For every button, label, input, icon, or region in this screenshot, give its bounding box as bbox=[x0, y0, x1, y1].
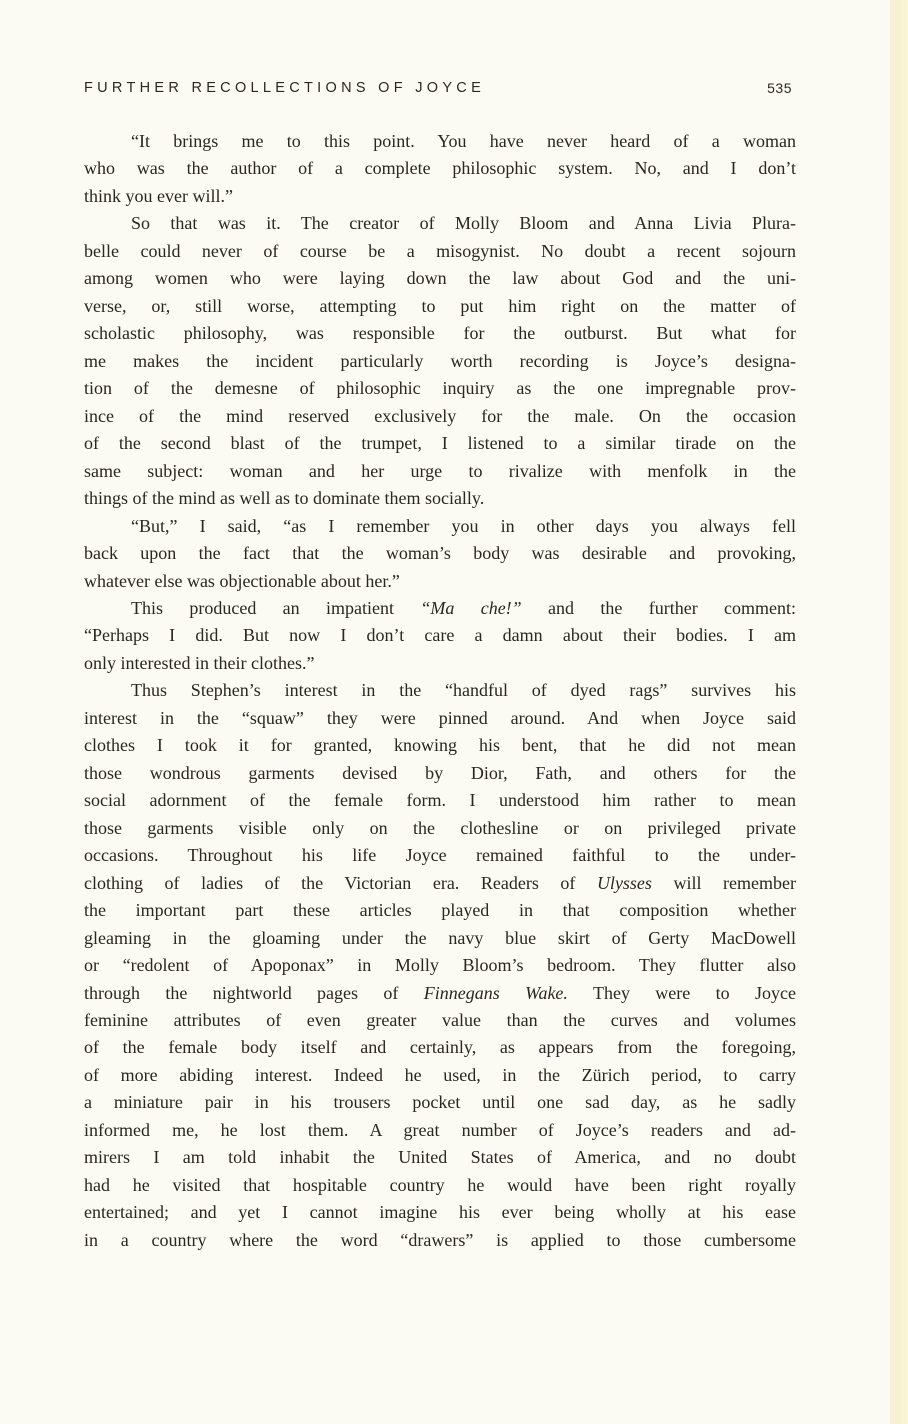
text-segment: through the nightworld pages of bbox=[84, 982, 399, 1003]
page-header bbox=[84, 80, 794, 102]
text-line: entertained; and yet I cannot imagine his ever being wholly at his ease bbox=[84, 1202, 796, 1223]
body-text bbox=[84, 128, 796, 1254]
text-line: “But,” I said, “as I remember you in other days you always fell bbox=[131, 515, 796, 536]
text-line: those garments visible only on the clothesline or on privileged private bbox=[84, 817, 796, 838]
text-line: in a country where the word “drawers” is applied to those cumbersome bbox=[84, 1229, 796, 1250]
italic-title-finnegans-wake: Finnegans Wake. bbox=[423, 982, 568, 1003]
text-segment: clothing of ladies of the Victorian era. Readers of bbox=[84, 872, 576, 893]
text-line: “Perhaps I did. But now I don’t care a damn about their bodies. I am bbox=[84, 625, 796, 646]
text-line: occasions. Throughout his life Joyce remained faithful to the under- bbox=[84, 845, 796, 866]
text-line: clothes I took it for granted, knowing his bent, that he did not mean bbox=[84, 735, 796, 756]
text-line: gleaming in the gloaming under the navy blue skirt of Gerty MacDowell bbox=[84, 927, 796, 948]
text-line: belle could never of course be a misogynist. No doubt a recent sojourn bbox=[84, 240, 796, 261]
text-line: had he visited that hospitable country he would have been right royally bbox=[84, 1174, 796, 1195]
text-line: interest in the “squaw” they were pinned around. And when Joyce said bbox=[84, 707, 796, 728]
text-line: or “redolent of Apoponax” in Molly Bloom’s bedroom. They flutter also bbox=[84, 955, 796, 976]
text-line: whatever else was objectionable about her.” bbox=[84, 570, 400, 591]
italic-title-ulysses: Ulysses bbox=[596, 872, 652, 893]
text-line bbox=[84, 980, 796, 1007]
text-line: of the female body itself and certainly, as appears from the foregoing, bbox=[84, 1037, 796, 1058]
text-line: Thus Stephen’s interest in the “handful of dyed rags” survives his bbox=[131, 680, 796, 701]
text-line: social adornment of the female form. I understood him rather to mean bbox=[84, 790, 796, 811]
text-line: among women who were laying down the law about God and the uni- bbox=[84, 268, 796, 289]
text-line: scholastic philosophy, was responsible for the outburst. But what for bbox=[84, 323, 796, 344]
text-line: only interested in their clothes.” bbox=[84, 652, 315, 673]
text-line: verse, or, still worse, attempting to put him right on the matter of bbox=[84, 295, 796, 316]
text-line bbox=[84, 870, 796, 897]
text-line bbox=[84, 595, 796, 622]
text-line: “It brings me to this point. You have never heard of a woman bbox=[131, 131, 796, 151]
text-segment: will remember bbox=[673, 872, 797, 893]
text-segment: This produced an impatient bbox=[131, 597, 394, 618]
text-line: mirers I am told inhabit the United States of America, and no doubt bbox=[84, 1147, 796, 1168]
text-line: So that was it. The creator of Molly Bloom and Anna Livia Plura- bbox=[131, 213, 796, 234]
text-line: back upon the fact that the woman’s body was desirable and provoking, bbox=[84, 543, 796, 564]
italic-phrase: “Ma che!” bbox=[420, 597, 522, 618]
text-segment: They were to Joyce bbox=[592, 982, 796, 1003]
text-line: ince of the mind reserved exclusively for the male. On the occasion bbox=[84, 405, 796, 426]
text-line: things of the mind as well as to dominate them socially. bbox=[84, 488, 485, 509]
text-line: of the second blast of the trumpet, I listened to a similar tirade on the bbox=[84, 433, 796, 454]
text-line: a miniature pair in his trousers pocket until one sad day, as he sadly bbox=[84, 1092, 796, 1113]
text-line: same subject: woman and her urge to rivalize with menfolk in the bbox=[84, 460, 796, 481]
text-line: tion of the demesne of philosophic inquiry as the one impregnable prov- bbox=[84, 378, 796, 399]
text-line: who was the author of a complete philosophic system. No, and I don’t bbox=[84, 158, 796, 179]
text-line: feminine attributes of even greater value than the curves and volumes bbox=[84, 1010, 796, 1030]
running-head: FURTHER RECOLLECTIONS OF JOYCE bbox=[84, 80, 486, 96]
text-line: think you ever will.” bbox=[84, 185, 233, 206]
text-line: the important part these articles played in that composition whether bbox=[84, 900, 796, 921]
text-line: of more abiding interest. Indeed he used, in the Zürich period, to carry bbox=[84, 1064, 796, 1085]
text-line: me makes the incident particularly worth recording is Joyce’s designa- bbox=[84, 350, 796, 371]
text-segment: and the further comment: bbox=[548, 597, 797, 618]
page-edge bbox=[890, 0, 908, 1424]
page-number: 535 bbox=[767, 80, 792, 96]
text-line: informed me, he lost them. A great number of Joyce’s readers and ad- bbox=[84, 1119, 796, 1140]
text-line: those wondrous garments devised by Dior, Fath, and others for the bbox=[84, 762, 796, 783]
